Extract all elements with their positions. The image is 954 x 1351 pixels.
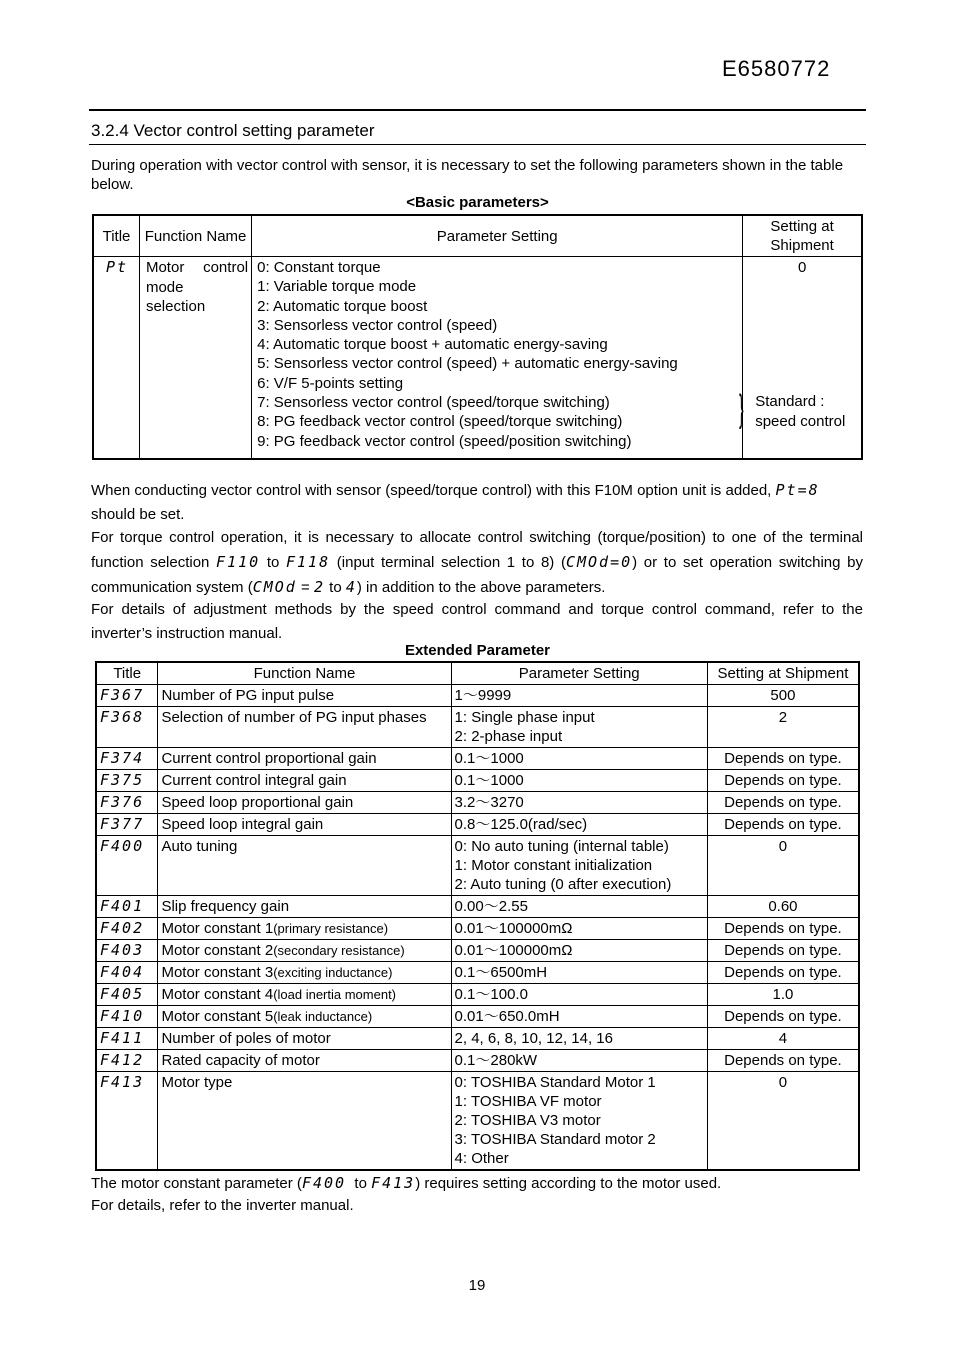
function-name: Motor constant 2 [161,942,274,959]
parameter-setting-cell [451,707,707,748]
section-title: 3.2.4 Vector control setting parameter [91,121,375,140]
function-name-cell [158,792,451,814]
paragraph-text: = [301,579,310,596]
param-code: Pt=8 [775,481,820,499]
setting-line: 4: Other [454,1150,509,1167]
parameter-setting-cell [451,685,707,707]
shipment-value: Depends on type. [707,814,859,836]
function-note: (primary resistance) [273,921,389,936]
extended-header-row [96,662,859,685]
inverter-manual-note: For details, refer to the inverter manual. [91,1197,354,1214]
option-item: 7: Sensorless vector control (speed/torque switching) [257,394,610,412]
shipment-value: Depends on type. [707,918,859,940]
header-parameter-setting: Parameter Setting [252,215,743,257]
parameter-setting-cell [451,748,707,770]
shipment-value: Depends on type. [707,940,859,962]
paragraph-text: should be set. [91,506,185,523]
setting-line: 0.8～125.0(rad/sec) [454,816,588,833]
function-name-cell [158,1006,451,1028]
setting-line: 0: No auto tuning (internal table) [454,838,669,855]
function-name: Auto tuning [161,838,238,855]
setting-line: 1: TOSHIBA VF motor [454,1093,602,1110]
paragraph-text: The motor constant parameter ( [91,1175,302,1192]
extended-row [96,770,859,792]
param-code: F400 [301,1174,347,1192]
param-code: Pt [93,257,139,459]
extended-row [96,984,859,1006]
setting-line: 0.1～1000 [454,772,524,789]
param-code: F403 [96,940,158,962]
standard-note: Standard : [755,393,825,411]
shipment-value: 4 [707,1028,859,1050]
option-item: 8: PG feedback vector control (speed/torque switching) [257,413,623,431]
option-item: 2: Automatic torque boost [257,297,428,315]
param-code: F410 [96,1006,158,1028]
function-name: Number of poles of motor [161,1030,331,1047]
paragraph-text: ) or to set operation switching by communication system ( [91,554,863,596]
param-code: F374 [96,748,158,770]
function-name: Speed loop integral gain [161,816,324,833]
param-code: F404 [96,962,158,984]
function-note: (load inertia moment) [273,987,397,1002]
extended-row [96,685,859,707]
extended-row [96,918,859,940]
setting-line: 0: TOSHIBA Standard Motor 1 [454,1074,656,1091]
intro-paragraph: During operation with vector control with sensor, it is necessary to set the following parameters shown in the table below. [91,157,844,193]
function-name: Current control proportional gain [161,750,377,767]
shipment-value: Depends on type. [707,1006,859,1028]
function-name-line [146,258,248,278]
parameter-setting-cell [451,792,707,814]
param-code: F110 [216,553,261,571]
function-name-cell [158,1028,451,1050]
function-name: Rated capacity of motor [161,1052,320,1069]
setting-line: 2: Auto tuning (0 after execution) [454,876,672,893]
shipment-value: 0 [707,836,859,896]
parameter-setting-cell [451,962,707,984]
param-code: F367 [96,685,158,707]
function-name-cell [158,984,451,1006]
paragraph-text: ) requires setting according to the motor used. [415,1175,722,1192]
function-name-cell [158,1072,451,1171]
function-name: Motor type [161,1074,233,1091]
param-code: F413 [96,1072,158,1171]
setting-line: 2: 2-phase input [454,728,563,745]
param-code: F413 [371,1174,416,1192]
header-rule [89,109,866,111]
shipment-value: Depends on type. [707,1050,859,1072]
options-cell [252,257,743,459]
function-name-cell [158,918,451,940]
param-code: CMOd=0 [565,553,633,571]
function-name: Motor constant 1 [161,920,274,937]
parameter-setting-cell [451,1028,707,1050]
extended-row [96,1006,859,1028]
setting-line: 1: Motor constant initialization [454,857,653,874]
shipment-value: Depends on type. [707,792,859,814]
parameter-setting-cell [451,1050,707,1072]
brace-glyph: } [739,388,744,430]
setting-line: 0.01～100000mΩ [454,920,573,937]
function-name-cell [158,814,451,836]
function-name-cell [139,257,251,459]
extended-row [96,896,859,918]
extended-row [96,1050,859,1072]
extended-row [96,814,859,836]
header-function-name: Function Name [139,215,251,257]
shipment-value: Depends on type. [707,770,859,792]
vector-control-paragraph [91,478,863,527]
paragraph-text: to [266,554,280,571]
setting-line: 0.1～100.0 [454,986,528,1003]
parameter-setting-cell [451,984,707,1006]
extended-parameter-caption: Extended Parameter [404,642,551,659]
param-code: F118 [286,553,331,571]
function-name: Current control integral gain [161,772,347,789]
setting-line: 1: Single phase input [454,709,595,726]
setting-line: 0.1～1000 [454,750,524,767]
extended-row [96,707,859,748]
function-name: Selection of number of PG input phases [161,709,427,726]
extended-row [96,1072,859,1171]
setting-line: 0.01～650.0mH [454,1008,560,1025]
param-code: F375 [96,770,158,792]
setting-line: 0.01～100000mΩ [454,942,573,959]
option-item: 6: V/F 5-points setting [257,374,404,392]
option-item: 1: Variable torque mode [257,278,417,296]
parameter-setting-cell [451,940,707,962]
shipment-value: 0 [797,259,807,276]
function-name: Motor constant 5 [161,1008,274,1025]
function-name-cell [158,962,451,984]
function-name-cell [158,770,451,792]
extended-table-body [96,685,859,1171]
param-code: F411 [96,1028,158,1050]
extended-parameters-table [95,661,860,1171]
param-code: CMOd [252,578,297,596]
shipment-value: 0.60 [707,896,859,918]
parameter-setting-cell [451,836,707,896]
basic-row-pt [93,257,862,459]
function-note: (secondary resistance) [273,943,405,958]
setting-line: 2: TOSHIBA V3 motor [454,1112,601,1129]
function-name: Motor constant 3 [161,964,274,981]
function-name-word: Motor [145,259,185,276]
function-note: (exciting inductance) [273,965,393,980]
parameter-setting-cell [451,814,707,836]
setting-line: 0.1～280kW [454,1052,538,1069]
param-code: F368 [96,707,158,748]
header-title: Title [96,662,158,685]
parameter-setting-cell [451,918,707,940]
header-setting-at-shipment: Setting at Shipment [743,215,862,257]
function-name: Speed loop proportional gain [161,794,354,811]
param-code: F405 [96,984,158,1006]
param-code: F401 [96,896,158,918]
setting-line: 1～9999 [454,687,512,704]
function-name-cell [158,685,451,707]
basic-parameters-caption: <Basic parameters> [406,194,549,211]
setting-line: 0.1～6500mH [454,964,548,981]
paragraph-text: to [354,1175,367,1192]
setting-line: 0.00～2.55 [454,898,528,915]
paragraph-text: ) in addition to the above parameters. [356,579,606,596]
section-rule [89,144,866,145]
paragraph-text: When conducting vector control with sensor (speed/torque control) with this F10M option unit is added, [91,482,772,499]
adjustment-paragraph: For details of adjustment methods by the speed control command and torque control command, refer to the inverter’s instruction manual. [91,601,863,642]
paragraph-text: For torque control operation, it is necessary to allocate control switching (torque/position) to one of the terminal function selection [91,529,863,571]
setting-line: 2, 4, 6, 8, 10, 12, 14, 16 [454,1030,613,1047]
function-name-word: control [203,259,249,276]
param-code: F377 [96,814,158,836]
function-name-line: selection [145,298,206,315]
setting-line: 3: TOSHIBA Standard motor 2 [454,1131,656,1148]
parameter-setting-cell [451,770,707,792]
option-item: 3: Sensorless vector control (speed) [257,316,498,334]
extended-row [96,836,859,896]
header-title: Title [93,215,139,257]
function-name-cell [158,836,451,896]
function-name-cell [158,940,451,962]
function-note: (leak inductance) [273,1009,373,1024]
page-number: 19 [468,1277,486,1294]
document-number: E6580772 [722,56,831,81]
option-item: 9: PG feedback vector control (speed/position switching) [257,432,632,450]
option-item: 0: Constant torque [257,259,381,276]
extended-row [96,1028,859,1050]
param-code: F402 [96,918,158,940]
shipment-value: Depends on type. [707,962,859,984]
shipment-value: 0 [707,1072,859,1171]
shipment-value: 500 [707,685,859,707]
option-item: 4: Automatic torque boost + automatic energy-saving [257,336,608,354]
shipment-value: 2 [707,707,859,748]
function-name-cell [158,896,451,918]
torque-control-paragraph [91,526,863,600]
extended-row [96,792,859,814]
param-code: 2 [313,578,325,596]
setting-line: 3.2～3270 [454,794,524,811]
basic-header-row [93,215,862,257]
option-item: 5: Sensorless vector control (speed) + automatic energy-saving [257,355,678,373]
parameter-setting-cell [451,1006,707,1028]
header-parameter-setting: Parameter Setting [451,662,707,685]
extended-row [96,962,859,984]
param-code: F376 [96,792,158,814]
function-name-cell [158,748,451,770]
parameter-setting-cell [451,896,707,918]
extended-row [96,748,859,770]
shipment-value: 1.0 [707,984,859,1006]
param-code: F400 [96,836,158,896]
param-code: F412 [96,1050,158,1072]
param-code: 4 [345,578,357,596]
motor-constant-note [91,1171,863,1196]
function-name: Motor constant 4 [161,986,274,1003]
function-name-cell [158,1050,451,1072]
parameter-setting-cell [451,1072,707,1171]
extended-row [96,940,859,962]
standard-note: speed control [755,412,846,430]
paragraph-text: to [329,579,342,596]
basic-parameters-table [92,214,863,460]
function-name-line: mode [145,278,184,296]
paragraph-text: (input terminal selection 1 to 8) ( [336,554,566,571]
header-setting-at-shipment: Setting at Shipment [707,662,859,685]
header-function-name: Function Name [158,662,451,685]
function-name: Slip frequency gain [161,898,290,915]
function-name: Number of PG input pulse [161,687,335,704]
function-name-cell [158,707,451,748]
shipment-value: Depends on type. [707,748,859,770]
shipment-cell [739,257,862,459]
